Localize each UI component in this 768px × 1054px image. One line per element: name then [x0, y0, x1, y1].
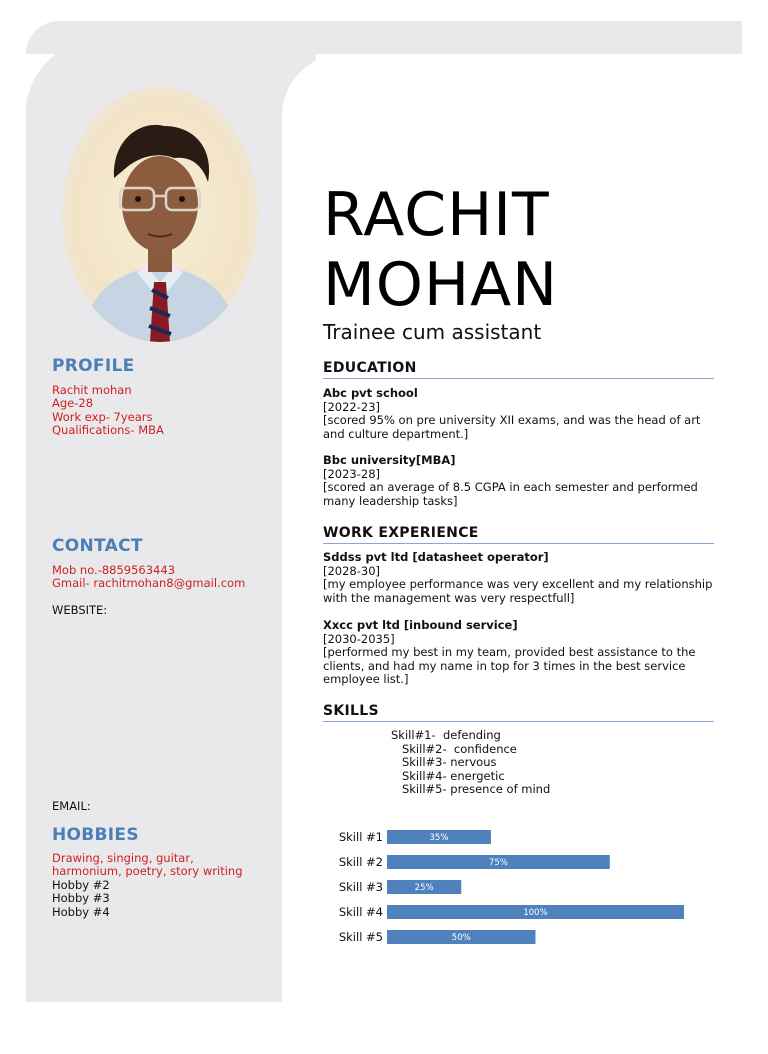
- profile-qualifications: Qualifications- MBA: [52, 423, 164, 437]
- bar-category-label: Skill #2: [338, 855, 383, 869]
- email-label: EMAIL:: [52, 799, 91, 813]
- work-desc-line: employee list.]: [323, 672, 409, 687]
- work-entry-2: [323, 619, 714, 687]
- work-entry-1: [323, 551, 714, 605]
- contact-mobile: Mob no.-8859563443: [52, 562, 176, 577]
- bar-category-label: Skill #5: [338, 930, 383, 944]
- bar-value-label: 50%: [451, 933, 471, 943]
- skills-list: [391, 729, 550, 797]
- profile-work-exp: Work exp- 7years: [52, 409, 153, 424]
- skill-item: Skill#4- energetic: [391, 768, 505, 783]
- education-heading: EDUCATION: [323, 360, 714, 379]
- hobby-3: Hobby #3: [52, 891, 110, 905]
- bar-value-label: 75%: [488, 858, 508, 868]
- work-desc-line: [performed my best in my team, provided best assistance to the: [323, 645, 696, 660]
- education-entry-2: [323, 454, 714, 508]
- work-heading: WORK EXPERIENCE: [323, 525, 714, 544]
- contact-section: [52, 536, 282, 617]
- work-desc-line: clients, and had my name in top for 3 times in the best service: [323, 658, 686, 673]
- hobby-2: Hobby #2: [52, 877, 110, 892]
- bar-category-label: Skill #3: [338, 880, 383, 894]
- work-desc-line: [my employee performance was very excellent and my relationship: [323, 577, 713, 592]
- education-desc-line: many leadership tasks]: [323, 493, 458, 508]
- skills-heading: SKILLS: [323, 703, 714, 722]
- skill-item: Skill#2- confidence: [391, 741, 517, 756]
- education-desc-line: [scored 95% on pre university XII exams, and was the head of art: [323, 413, 701, 428]
- website-label: WEBSITE:: [52, 602, 108, 617]
- work-years: [2030-2035]: [323, 631, 395, 646]
- profile-section: [52, 356, 282, 438]
- bar-category-label: Skill #1: [338, 830, 383, 844]
- education-title: Bbc university[MBA]: [323, 453, 456, 467]
- skills-bar-chart: [330, 824, 710, 954]
- education-desc-line: and culture department.]: [323, 426, 469, 441]
- profile-photo: [62, 86, 258, 342]
- work-title: Xxcc pvt ltd [inbound service]: [323, 618, 518, 632]
- bar-value-label: 100%: [523, 908, 548, 918]
- skill-item: Skill#5- presence of mind: [391, 782, 551, 797]
- education-title: Abc pvt school: [323, 386, 418, 400]
- hobby-main-line1: Drawing, singing, guitar,: [52, 850, 194, 865]
- education-years: [2023-28]: [323, 466, 381, 481]
- work-desc-line: with the management was very respectfull]: [323, 590, 575, 605]
- bar-category-label: Skill #4: [338, 905, 383, 919]
- contact-gmail[interactable]: Gmail- rachitmohan8@gmail.com: [52, 576, 246, 590]
- bar-value-label: 35%: [429, 833, 449, 843]
- skill-item: Skill#1- defending: [391, 728, 501, 742]
- first-name: RACHIT: [323, 180, 550, 250]
- hobby-4: Hobby #4: [52, 904, 110, 919]
- skill-item: Skill#3- nervous: [391, 755, 497, 770]
- hobby-main-line2: harmonium, poetry, story writing: [52, 864, 243, 878]
- hobbies-section: [52, 825, 282, 919]
- last-name: MOHAN: [323, 250, 559, 320]
- profile-age: Age-28: [52, 396, 94, 410]
- profile-heading: PROFILE: [52, 356, 135, 376]
- job-title: Trainee cum assistant: [323, 320, 542, 344]
- work-years: [2028-30]: [323, 563, 381, 578]
- full-name: [323, 180, 558, 320]
- education-years: [2022-23]: [323, 399, 381, 414]
- work-title: Sddss pvt ltd [datasheet operator]: [323, 550, 549, 564]
- contact-heading: CONTACT: [52, 536, 143, 556]
- bar-value-label: 25%: [414, 883, 434, 893]
- education-desc-line: [scored an average of 8.5 CGPA in each semester and performed: [323, 480, 698, 495]
- profile-name: Rachit mohan: [52, 382, 132, 397]
- education-entry-1: [323, 387, 714, 441]
- hobbies-heading: HOBBIES: [52, 825, 139, 845]
